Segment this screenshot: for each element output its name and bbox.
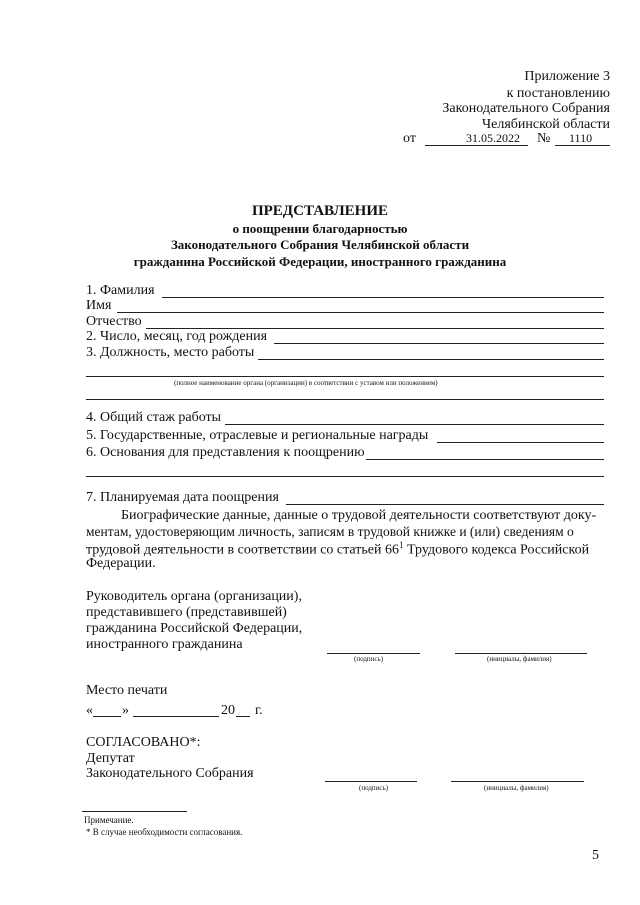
- head-name-hint: (инициалы, фамилия): [487, 655, 552, 663]
- stamp-year-prefix: 20: [221, 703, 235, 718]
- awards-label: 5. Государственные, отраслевые и региональные награды: [86, 428, 429, 443]
- number-label: №: [537, 131, 551, 146]
- name-line[interactable]: [117, 312, 604, 313]
- position-hint: (полное наименование органа (организации) в соответствии с уставом или положением): [174, 379, 438, 387]
- paragraph-line-2: ментам, удостоверяющим личность, записям в трудовой книжке и (или) сведениям о: [86, 524, 574, 539]
- agreed-line-2: Законодательного Собрания: [86, 766, 254, 781]
- head-signature-hint: (подпись): [354, 655, 384, 663]
- page-number: 5: [592, 848, 599, 863]
- head-signature-line[interactable]: [327, 653, 420, 654]
- position-line[interactable]: [258, 359, 604, 360]
- grounds-line-2[interactable]: [86, 476, 604, 477]
- appendix-line-3: Законодательного Собрания: [442, 101, 610, 116]
- appendix-line-1: Приложение 3: [524, 69, 610, 84]
- planned-date-label: 7. Планируемая дата поощрения: [86, 490, 279, 505]
- resolution-date: 31.05.2022: [466, 131, 520, 145]
- agreed-line-1: Депутат: [86, 751, 135, 766]
- paragraph-line-3: [86, 540, 589, 559]
- title-line-2: о поощрении благодарностью: [232, 221, 408, 236]
- surname-line[interactable]: [162, 297, 604, 298]
- planned-date-line[interactable]: [286, 504, 604, 505]
- appendix-line-4: Челябинской области: [482, 117, 610, 132]
- resolution-number: 1110: [569, 131, 593, 145]
- name-label: Имя: [86, 298, 112, 313]
- stamp-date-close: »: [122, 703, 129, 718]
- stamp-day-line[interactable]: [93, 716, 121, 717]
- title-line-4: гражданина Российской Федерации, иностранного гражданина: [133, 254, 507, 269]
- paragraph-superscript: 1: [399, 540, 404, 550]
- head-line-2: представившего (представившей): [86, 605, 287, 620]
- note-label: Примечание.: [84, 815, 134, 825]
- paragraph-line-3-a: трудовой деятельности в соответствии со статьей 66: [86, 542, 399, 558]
- awards-line[interactable]: [437, 442, 604, 443]
- head-name-line[interactable]: [455, 653, 587, 654]
- position-line-2[interactable]: [86, 376, 604, 377]
- head-line-4: иностранного гражданина: [86, 637, 243, 652]
- title-line-3: Законодательного Собрания Челябинской области: [170, 237, 470, 252]
- experience-line[interactable]: [225, 424, 604, 425]
- surname-label: 1. Фамилия: [86, 283, 155, 298]
- agreed-name-line[interactable]: [451, 781, 584, 782]
- agreed-name-hint: (инициалы, фамилия): [484, 784, 549, 792]
- paragraph-line-1: Биографические данные, данные о трудовой деятельности соответствуют доку-: [121, 508, 597, 523]
- paragraph-line-3-b: Трудового кодекса Российской: [403, 542, 590, 558]
- note-separator: [82, 811, 187, 812]
- grounds-label: 6. Основания для представления к поощрению: [86, 445, 365, 460]
- stamp-label: Место печати: [86, 683, 168, 698]
- appendix-line-2: к постановлению: [506, 86, 610, 101]
- paragraph-line-4: Федерации.: [86, 556, 156, 571]
- document-title: ПРЕДСТАВЛЕНИЕ: [251, 203, 389, 219]
- from-label: от: [403, 131, 416, 146]
- stamp-month-line[interactable]: [133, 716, 219, 717]
- head-line-3: гражданина Российской Федерации,: [86, 621, 303, 636]
- stamp-year-line[interactable]: [236, 716, 250, 717]
- stamp-date-open: «: [86, 703, 93, 718]
- head-line-1: Руководитель органа (организации),: [86, 589, 302, 604]
- agreed-signature-line[interactable]: [325, 781, 417, 782]
- grounds-line[interactable]: [366, 459, 604, 460]
- birth-line[interactable]: [274, 343, 604, 344]
- experience-label: 4. Общий стаж работы: [86, 410, 222, 425]
- agreed-signature-hint: (подпись): [359, 784, 389, 792]
- position-line-3[interactable]: [86, 399, 604, 400]
- patronymic-label: Отчество: [86, 314, 142, 329]
- note-text: * В случае необходимости согласования.: [86, 827, 243, 837]
- birth-label: 2. Число, месяц, год рождения: [86, 329, 268, 344]
- position-label: 3. Должность, место работы: [86, 345, 255, 360]
- stamp-year-suffix: г.: [255, 703, 263, 718]
- agreed-label: СОГЛАСОВАНО*:: [86, 735, 201, 750]
